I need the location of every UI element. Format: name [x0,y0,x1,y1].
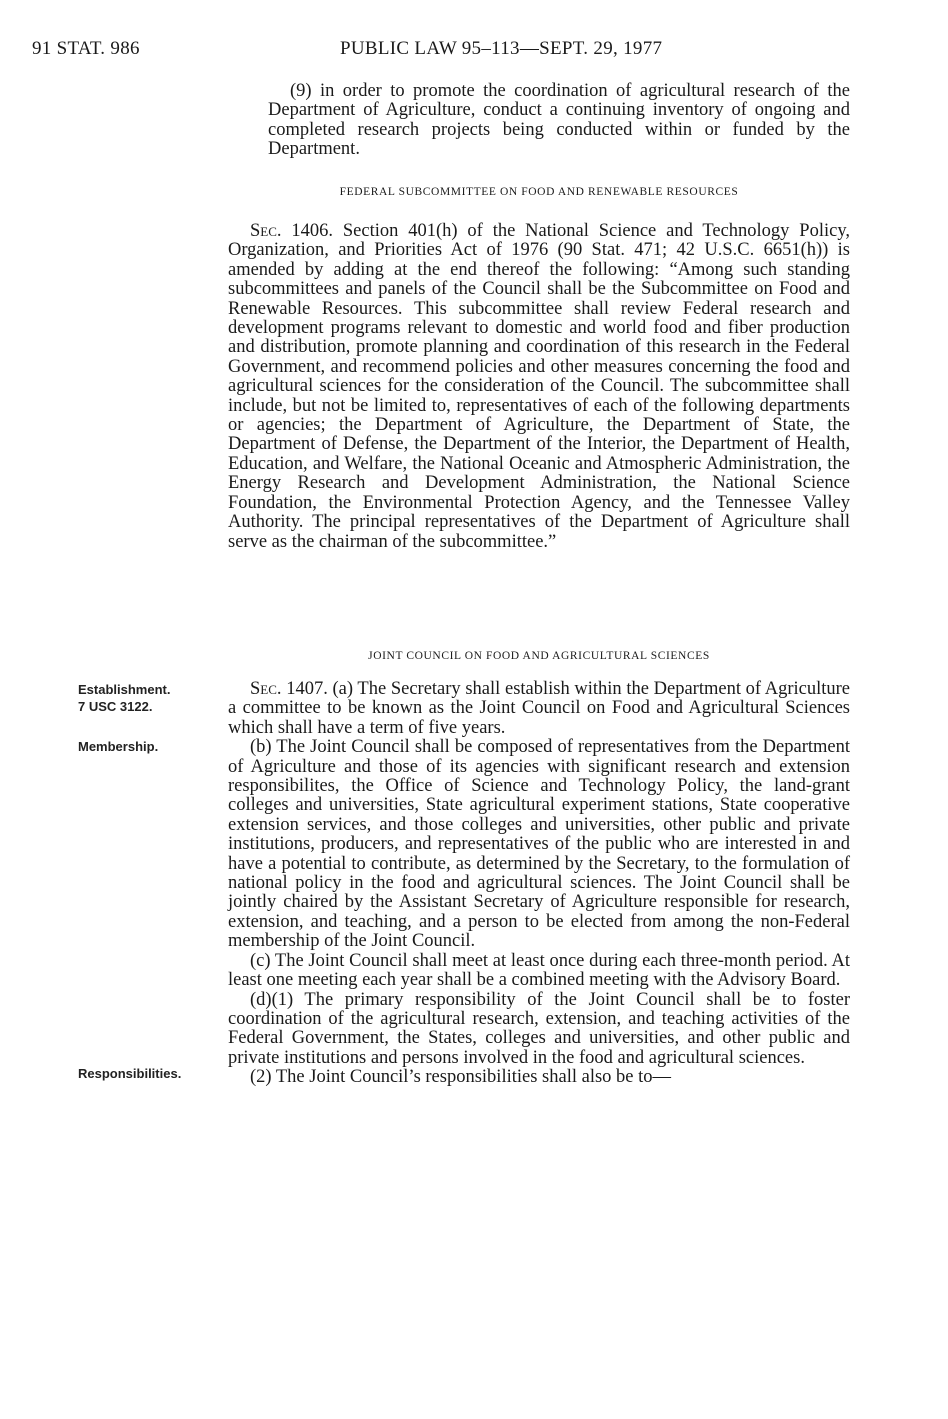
sec-label: Sec. [250,679,282,699]
membership-note: Membership. [78,739,159,754]
section-1406-heading: FEDERAL SUBCOMMITTEE ON FOOD AND RENEWABLE RESOURCES [339,186,739,198]
section-1407-para-d1: (d)(1) The primary responsibility of the Joint Council shall be to foster coordination of the agricultural research, extension, and teaching activities of the Federal Government, the States, colleges and universities, and other public and private institutions and persons involved in the food and agricultural sciences. [228,989,850,1068]
margin-note-membership [78,738,158,755]
usc-citation-note: 7 USC 3122. [78,699,153,714]
section-1407-para-a [228,680,850,738]
section-1407-heading: JOINT COUNCIL ON FOOD AND AGRICULTURAL SCIENCES [368,650,710,662]
section-1407-body [228,680,850,1088]
establishment-note: Establishment. [78,682,171,697]
section-1406-content: 1406. Section 401(h) of the National Science and Technology Policy, Organization, and Priorities Act of 1976 (90 Stat. 471; 42 U.S.C. 6651(h)) is amended by adding at the end thereof the following: “Among such standing subcommittees and panels of the Council shall be the Subcommittee on Food and Renewable Resources. This subcommittee shall review Federal research and development programs relevant to domestic and world food and fiber production and distribution, promote planning and coordination of this research in the Federal Government, and recommend policies and other measures concerning the food and agricultural sciences for the consideration of the Council. The subcommittee shall include, but not be limited to, representatives of each of the following departments or agencies; the Department of Agriculture, the Department of State, the Department of Defense, the Department of the Interior, the Department of Health, Education, and Welfare, the National Oceanic and Atmospheric Administration, the Energy Research and Development Administration, the National Science Foundation, the Environmental Protection Agency, and the Tennessee Valley Authority. The principal representatives of the Department of Agriculture shall serve as the chairman of the subcommittee.” [228,221,850,552]
sec-label: Sec. [250,221,282,241]
paragraph-9-block [228,82,850,160]
section-1407-para-c: (c) The Joint Council shall meet at least once during each three-month period. At least one meeting each year shall be a combined meeting with the Advisory Board. [228,950,850,991]
paragraph-9: (9) in order to promote the coordination of agricultural research of the Department of Agriculture, conduct a continuing inventory of ongoing and completed research projects being conducted within or funded by the Department. [268,81,850,160]
section-1407-a-content: 1407. (a) The Secretary shall establish within the Department of Agriculture a committee to be known as the Joint Council on Food and Agricultural Sciences which shall have a term of five years. [228,679,850,738]
section-1406-text [228,222,850,552]
section-1407-para-d2: (2) The Joint Council’s responsibilities shall also be to— [250,1067,672,1088]
stat-citation: 91 STAT. 986 [32,38,140,59]
page-header-title: PUBLIC LAW 95–113—SEPT. 29, 1977 [340,38,663,59]
responsibilities-note: Responsibilities. [78,1066,182,1081]
section-1407-para-b: (b) The Joint Council shall be composed of representatives from the Department of Agriculture and those of its agencies with significant research and extension responsibilites, the Office of Science and Technology Policy, the land-grant colleges and universities, State agricultural experiment stations, State cooperative extension services, and those colleges and universities, other public and private institutions, producers, and representatives of the public who are interested in and have a potential to contribute, as determined by the Secretary, to the formulation of national policy in the food and agricultural sciences. The Joint Council shall be jointly chaired by the Assistant Secretary of Agriculture responsible for research, extension, and teaching, and a person to be elected from among the non-Federal membership of the Joint Council. [228,737,850,952]
section-1406-body [228,222,850,552]
margin-note-responsibilities [78,1065,181,1082]
margin-note-establishment [78,681,170,715]
